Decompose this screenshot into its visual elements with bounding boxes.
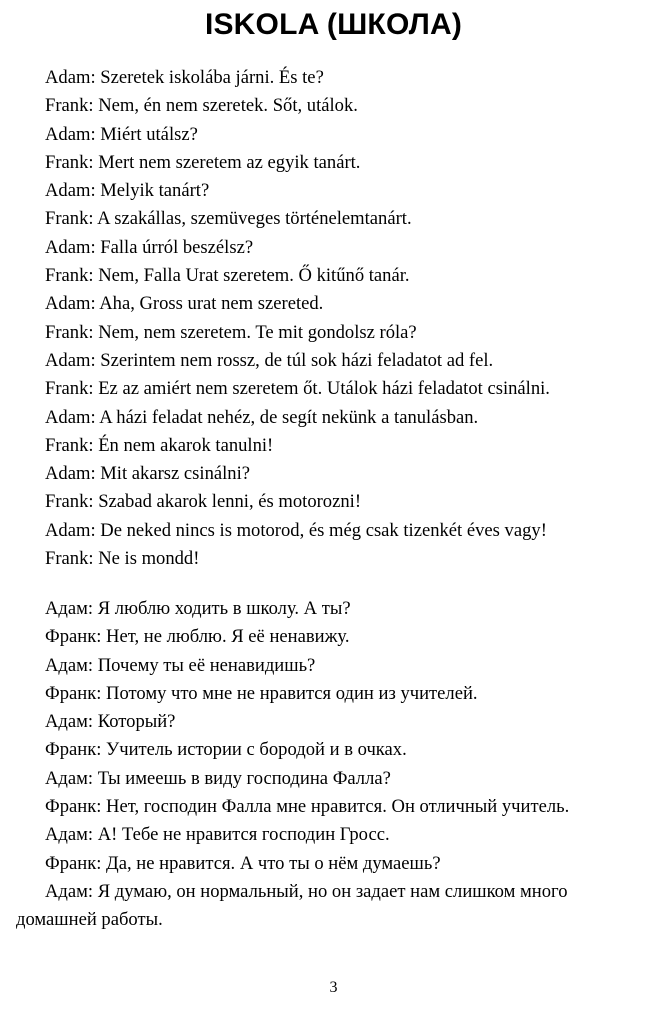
dialogue-line <box>16 177 652 205</box>
dialogue-text: Учитель истории с бородой и в очках. <box>106 739 407 761</box>
dialogue-text: Szerintem nem rossz, de túl sok házi feladatot ad fel. <box>100 349 494 371</box>
speaker-name: Адам: <box>45 824 94 846</box>
dialogue-line <box>16 92 652 120</box>
dialogue-text: Ты имеешь в виду господина Фалла? <box>97 767 391 789</box>
speaker-name: Frank: <box>45 548 94 570</box>
speaker-name: Адам: <box>45 654 94 676</box>
dialogue-line <box>16 680 652 708</box>
dialogue-line <box>16 375 652 403</box>
dialogue-line <box>16 347 652 375</box>
speaker-name: Франк: <box>45 852 102 874</box>
russian-dialogue <box>16 595 652 935</box>
dialogue-line <box>16 623 652 651</box>
speaker-name: Франк: <box>45 626 102 648</box>
dialogue-line <box>16 290 652 318</box>
dialogue-text: Я думаю, он нормальный, но он задает нам слишком много домашней работы. <box>16 880 568 931</box>
dialogue-line <box>16 64 652 92</box>
dialogue-text: Нет, не люблю. Я её ненавижу. <box>106 626 350 648</box>
dialogue-line <box>16 708 652 736</box>
speaker-name: Frank: <box>45 378 94 400</box>
speaker-name: Adam: <box>45 406 96 428</box>
speaker-name: Адам: <box>45 711 94 733</box>
dialogue-line <box>16 878 652 935</box>
dialogue-text: Который? <box>97 711 176 733</box>
speaker-name: Frank: <box>45 434 94 456</box>
dialogue-line <box>16 793 652 821</box>
dialogue-text: Нет, господин Фалла мне нравится. Он отличный учитель. <box>106 796 570 818</box>
dialogue-text: Я люблю ходить в школу. А ты? <box>97 598 351 619</box>
speaker-name: Adam: <box>45 349 96 371</box>
speaker-name: Adam: <box>45 463 96 485</box>
hungarian-dialogue <box>16 64 652 573</box>
page-number: 3 <box>329 979 338 996</box>
page-title: ISKOLA (ШКОЛА) <box>204 8 463 41</box>
dialogue-text: Falla úrról beszélsz? <box>100 236 254 258</box>
dialogue-line <box>16 821 652 849</box>
dialogue-line <box>16 545 652 573</box>
speaker-name: Adam: <box>45 180 96 202</box>
dialogue-text: Почему ты её ненавидишь? <box>97 654 316 676</box>
dialogue-line <box>16 595 652 623</box>
dialogue-text: Mit akarsz csinálni? <box>100 463 250 485</box>
dialogue-text: Szeretek iskolába járni. És te? <box>100 67 324 88</box>
dialogue-line <box>16 652 652 680</box>
speaker-name: Adam: <box>45 293 96 315</box>
speaker-name: Frank: <box>45 95 94 117</box>
speaker-name: Frank: <box>45 265 94 287</box>
dialogue-text: Aha, Gross urat nem szereted. <box>99 293 324 315</box>
dialogue-line <box>16 765 652 793</box>
speaker-name: Frank: <box>45 321 94 343</box>
dialogue-line <box>16 205 652 233</box>
dialogue-line <box>16 850 652 878</box>
speaker-name: Frank: <box>45 151 94 173</box>
dialogue-text: De neked nincs is motorod, és még csak tizenkét éves vagy! <box>100 519 547 541</box>
speaker-name: Адам: <box>45 598 94 619</box>
dialogue-line <box>16 517 652 545</box>
dialogue-text: Mert nem szeretem az egyik tanárt. <box>98 151 361 173</box>
speaker-name: Адам: <box>45 767 94 789</box>
dialogue-text: Да, не нравится. А что ты о нём думаешь? <box>106 852 441 874</box>
dialogue-text: А! Тебе не нравится господин Гросс. <box>97 824 390 846</box>
speaker-name: Adam: <box>45 236 96 258</box>
speaker-name: Адам: <box>45 880 94 902</box>
dialogue-line <box>16 404 652 432</box>
speaker-name: Adam: <box>45 123 96 145</box>
dialogue-text: A szakállas, szemüveges történelemtanárt. <box>97 208 412 230</box>
dialogue-text: Én nem akarok tanulni! <box>98 434 274 456</box>
dialogue-text: Szabad akarok lenni, és motorozni! <box>98 491 362 513</box>
dialogue-line <box>16 234 652 262</box>
dialogue-line <box>16 432 652 460</box>
dialogue-text: Miért utálsz? <box>100 123 198 145</box>
speaker-name: Adam: <box>45 67 96 88</box>
dialogue-text: Потому что мне не нравится один из учителей. <box>106 682 478 704</box>
speaker-name: Франк: <box>45 682 102 704</box>
speaker-name: Adam: <box>45 519 96 541</box>
speaker-name: Frank: <box>45 208 94 230</box>
dialogue-text: Nem, nem szeretem. Te mit gondolsz róla? <box>98 321 417 343</box>
dialogue-line <box>16 736 652 764</box>
dialogue-line <box>16 121 652 149</box>
dialogue-text: Ez az amiért nem szeretem őt. Utálok házi feladatot csinálni. <box>98 378 550 400</box>
dialogue-text: Nem, Falla Urat szeretem. Ő kitűnő tanár. <box>98 265 410 287</box>
dialogue-line <box>16 488 652 516</box>
dialogue-line <box>16 319 652 347</box>
speaker-name: Frank: <box>45 491 94 513</box>
dialogue-text: Melyik tanárt? <box>100 180 210 202</box>
dialogue-line <box>16 262 652 290</box>
speaker-name: Франк: <box>45 796 102 818</box>
dialogue-line <box>16 460 652 488</box>
speaker-name: Франк: <box>45 739 102 761</box>
dialogue-text: Ne is mondd! <box>98 548 200 570</box>
dialogue-text: Nem, én nem szeretek. Sőt, utálok. <box>98 95 358 117</box>
dialogue-text: A házi feladat nehéz, de segít nekünk a tanulásban. <box>99 406 479 428</box>
dialogue-line <box>16 149 652 177</box>
